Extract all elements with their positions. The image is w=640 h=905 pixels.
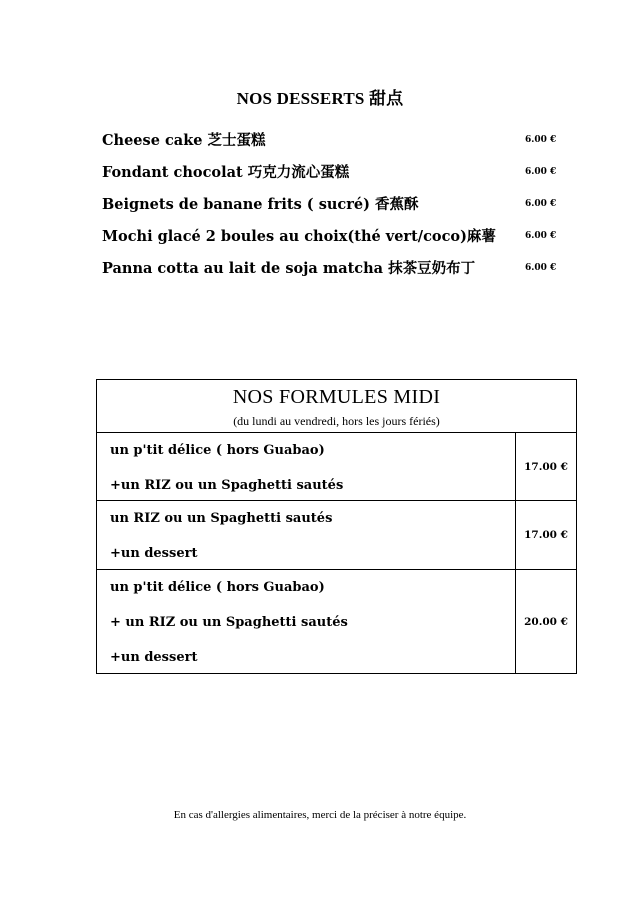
formule-row [97, 433, 576, 501]
formule-line: +un dessert [110, 546, 198, 561]
dessert-price: 6.00 € [525, 263, 557, 273]
formule-description [97, 433, 516, 500]
formules-header [97, 380, 576, 433]
dessert-name: Fondant chocolat 巧克力流心蛋糕 [102, 164, 350, 181]
formule-line: +un RIZ ou un Spaghetti sautés [110, 478, 344, 493]
dessert-price: 6.00 € [525, 199, 557, 209]
dessert-name: Panna cotta au lait de soja matcha 抹茶豆奶布丁 [102, 260, 476, 277]
formule-line: un p'tit délice ( hors Guabao) [110, 443, 325, 458]
formules-title: NOS FORMULES MIDI [232, 386, 441, 408]
dessert-item [102, 224, 562, 256]
formule-row [97, 570, 576, 674]
dessert-item [102, 128, 562, 160]
formule-price: 20.00 € [524, 616, 568, 628]
formule-line: + un RIZ ou un Spaghetti sautés [110, 615, 348, 630]
dessert-item [102, 160, 562, 192]
formule-price: 17.00 € [524, 460, 568, 473]
formule-line: +un dessert [110, 650, 198, 665]
formule-description [97, 501, 516, 569]
formules-subtitle: (du lundi au vendredi, hors les jours fériés) [233, 414, 440, 428]
desserts-list [102, 128, 562, 288]
formule-row [97, 501, 576, 570]
formules-table [96, 379, 577, 674]
dessert-item [102, 256, 562, 288]
dessert-price: 6.00 € [525, 167, 557, 177]
dessert-item [102, 192, 562, 224]
formule-line: un p'tit délice ( hors Guabao) [110, 580, 325, 595]
dessert-name: Beignets de banane frits ( sucré) 香蕉酥 [102, 196, 419, 213]
formule-price: 17.00 € [524, 529, 568, 541]
formule-description [97, 570, 516, 674]
allergy-note: En cas d'allergies alimentaires, merci de la préciser à notre équipe. [173, 809, 467, 821]
dessert-price: 6.00 € [525, 135, 557, 145]
dessert-price: 6.00 € [525, 231, 557, 241]
desserts-title: NOS DESSERTS 甜点 [236, 89, 404, 108]
dessert-name: Mochi glacé 2 boules au choix(thé vert/coco)麻薯 [102, 228, 496, 245]
formule-line: un RIZ ou un Spaghetti sautés [110, 511, 333, 526]
dessert-name: Cheese cake 芝士蛋糕 [102, 132, 266, 149]
